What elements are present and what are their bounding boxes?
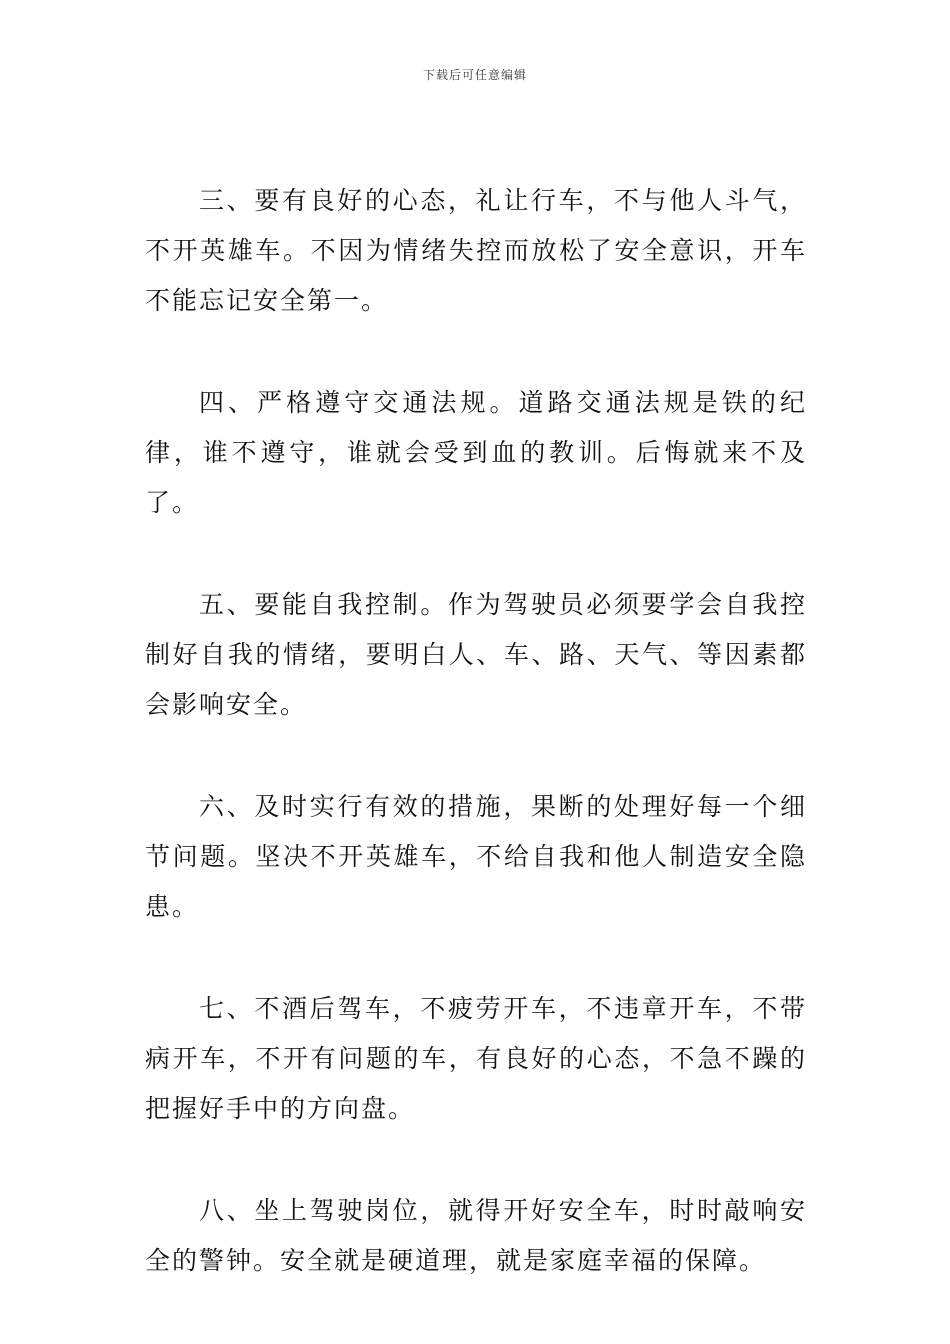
- paragraph-six: 六、及时实行有效的措施，果断的处理好每一个细节问题。坚决不开英雄车，不给自我和他人制造安全隐患。: [145, 792, 807, 921]
- paragraph-four: 四、严格遵守交通法规。道路交通法规是铁的纪律，谁不遵守，谁就会受到血的教训。后悔就来不及了。: [145, 388, 807, 517]
- paragraph-eight: 八、坐上驾驶岗位，就得开好安全车，时时敲响安全的警钟。安全就是硬道理，就是家庭幸福的保障。: [145, 1196, 807, 1275]
- paragraph-five: 五、要能自我控制。作为驾驶员必须要学会自我控制好自我的情绪，要明白人、车、路、天气、等因素都会影响安全。: [145, 590, 807, 719]
- paragraph-three: 三、要有良好的心态，礼让行车，不与他人斗气，不开英雄车。不因为情绪失控而放松了安全意识，开车不能忘记安全第一。: [145, 186, 807, 315]
- paragraph-seven: 七、不酒后驾车，不疲劳开车，不违章开车，不带病开车，不开有问题的车，有良好的心态，不急不躁的把握好手中的方向盘。: [145, 994, 807, 1123]
- page-header-note: 下载后可任意编辑: [422, 68, 527, 82]
- document-body: [145, 176, 807, 1286]
